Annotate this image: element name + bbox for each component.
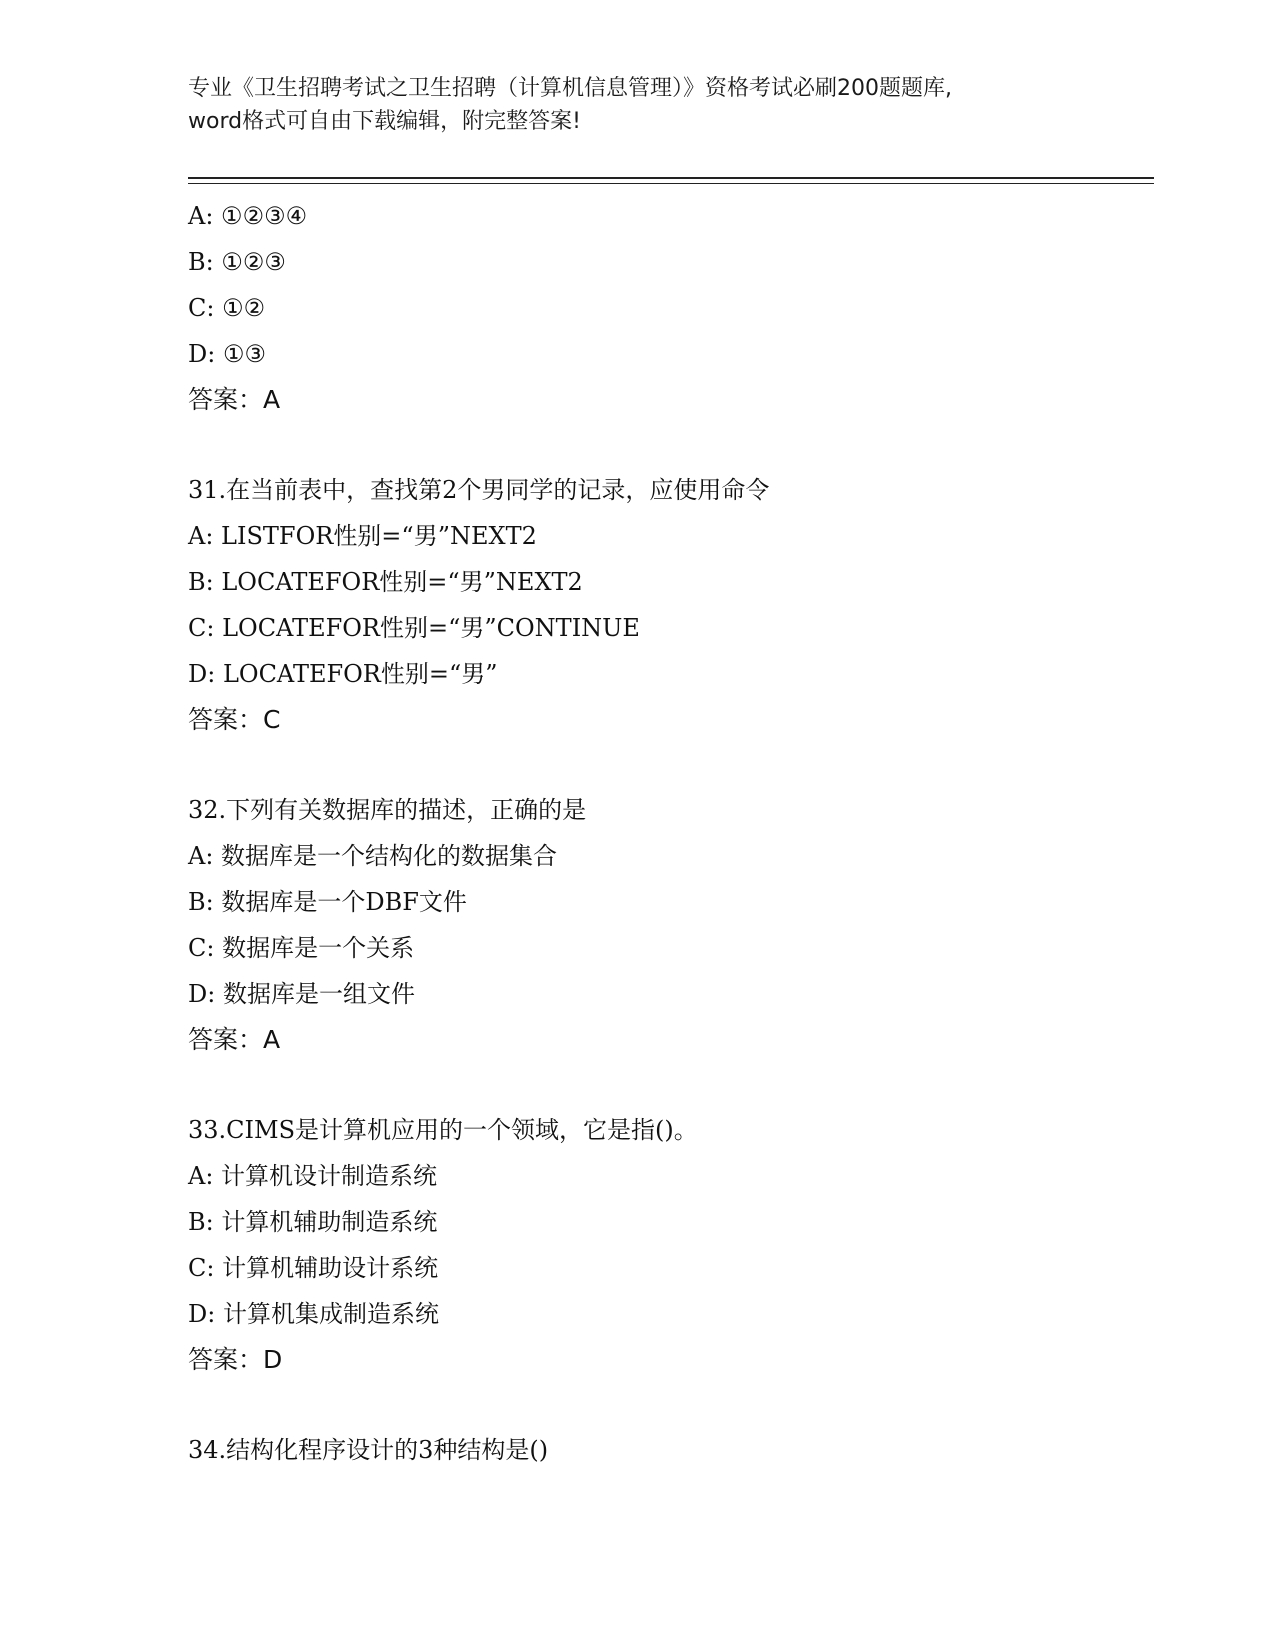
option-b: B: LOCATEFOR性别=“男”NEXT2 (188, 568, 583, 596)
option-a: A: ①②③④ (188, 202, 308, 230)
option-a: A: 计算机设计制造系统 (188, 1162, 438, 1190)
spacer (188, 743, 1154, 787)
option-d: D: LOCATEFOR性别=“男” (188, 660, 498, 688)
question-text: 34.结构化程序设计的3种结构是() (188, 1436, 549, 1464)
option-c: C: ①② (188, 294, 266, 322)
option-d: D: 计算机集成制造系统 (188, 1300, 439, 1328)
header-line-1: 专业《卫生招聘考试之卫生招聘（计算机信息管理）》资格考试必刷200题题库, (188, 76, 952, 101)
answer: 答案：A (188, 385, 281, 414)
spacer (188, 1063, 1154, 1107)
question-block-31 (188, 467, 1154, 743)
question-text: 31.在当前表中，查找第2个男同学的记录，应使用命令 (188, 476, 770, 504)
option-c: C: 数据库是一个关系 (188, 934, 415, 962)
answer: 答案：A (188, 1025, 281, 1054)
question-text: 32.下列有关数据库的描述，正确的是 (188, 796, 587, 824)
option-b: B: ①②③ (188, 248, 286, 276)
header-divider-thick (188, 177, 1154, 179)
question-block-34 (188, 1427, 1154, 1473)
header-line-2: word格式可自由下载编辑，附完整答案! (188, 109, 581, 134)
option-c: C: 计算机辅助设计系统 (188, 1254, 439, 1282)
option-b: B: 计算机辅助制造系统 (188, 1208, 438, 1236)
spacer (188, 1383, 1154, 1427)
option-a: A: LISTFOR性别=“男”NEXT2 (188, 522, 537, 550)
option-b: B: 数据库是一个DBF文件 (188, 888, 467, 916)
question-block-30 (188, 193, 1154, 423)
answer: 答案：C (188, 705, 281, 734)
option-a: A: 数据库是一个结构化的数据集合 (188, 842, 558, 870)
option-d: D: ①③ (188, 340, 266, 368)
option-d: D: 数据库是一组文件 (188, 980, 415, 1008)
question-text: 33.CIMS是计算机应用的一个领域，它是指()。 (188, 1116, 698, 1144)
document-header (188, 72, 1088, 138)
question-block-33 (188, 1107, 1154, 1383)
spacer (188, 423, 1154, 467)
question-list (188, 193, 1154, 1473)
option-c: C: LOCATEFOR性别=“男”CONTINUE (188, 614, 640, 642)
question-block-32 (188, 787, 1154, 1063)
header-divider-thin (188, 183, 1154, 184)
answer: 答案：D (188, 1345, 283, 1374)
